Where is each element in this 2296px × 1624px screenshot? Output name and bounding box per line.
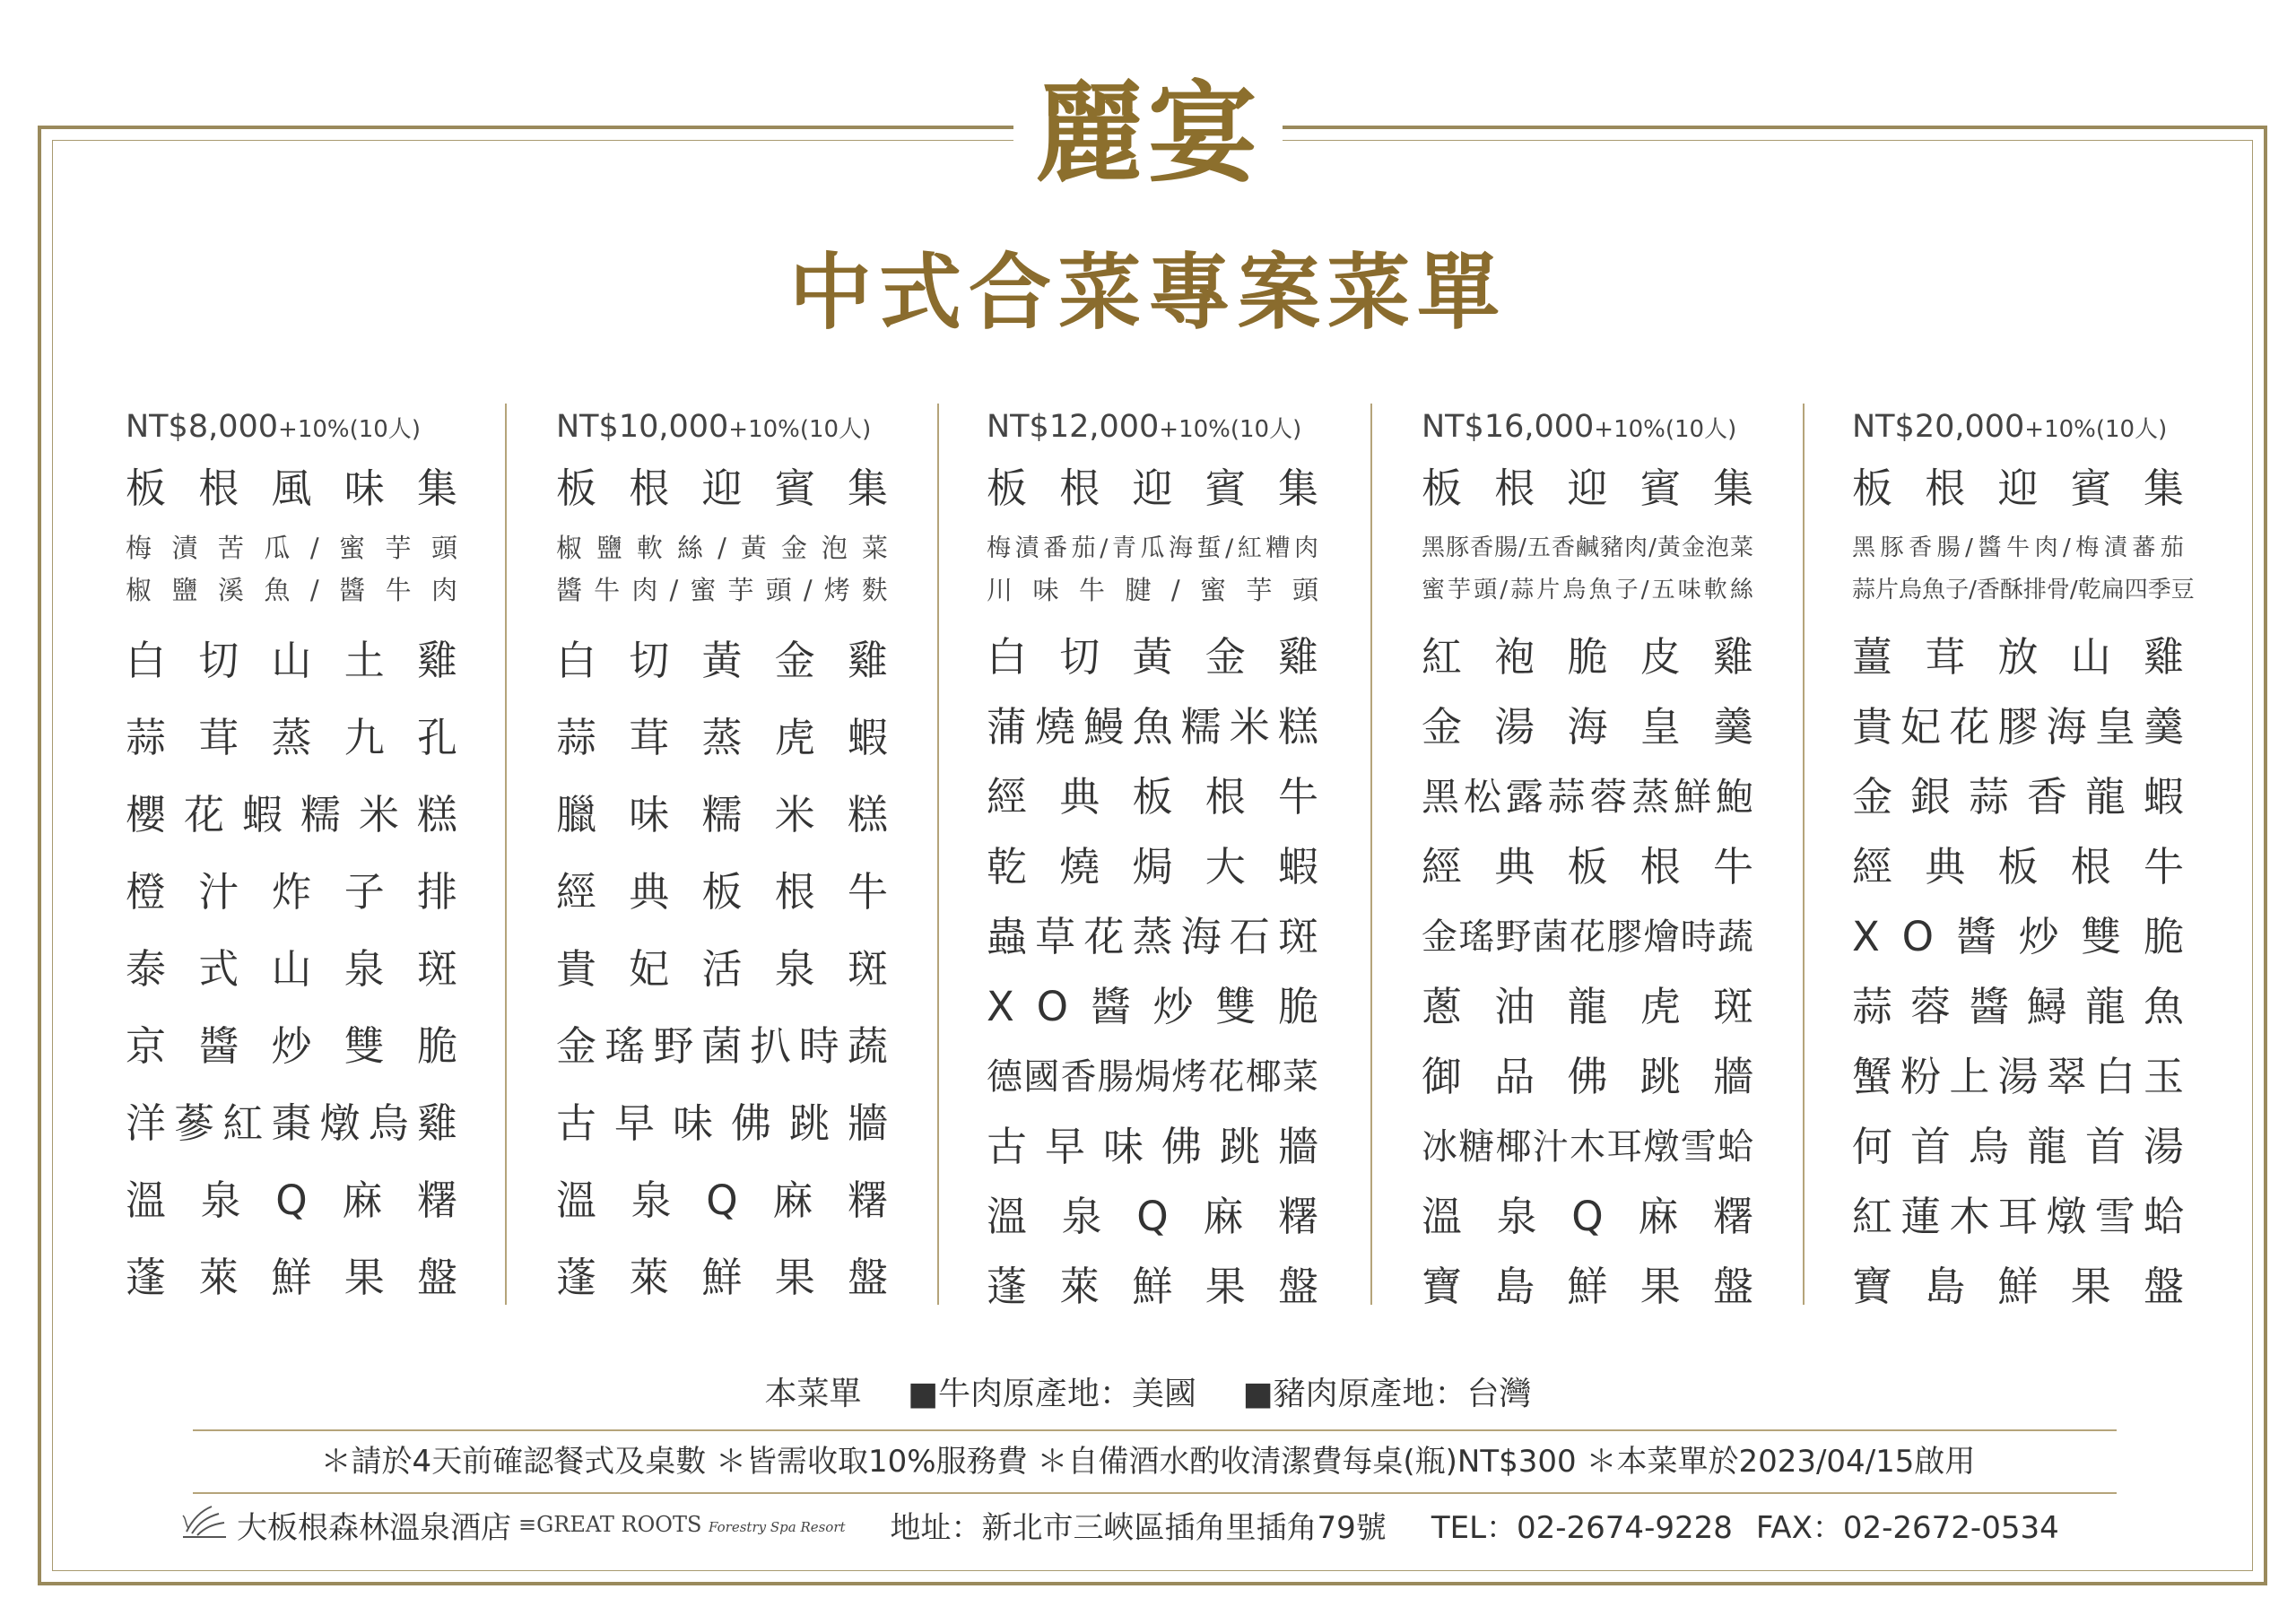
dish-item: X O 醬 炒 雙 脆 [1852, 913, 2184, 960]
dish-item: 臘 味 糯 米 糕 [556, 791, 888, 838]
column-divider [1803, 404, 1805, 1305]
hotel-fax: FAX：02-2672-0534 [1755, 1509, 2059, 1546]
price-note: +10%(10人) [728, 416, 872, 443]
price-value: NT$16,000 [1422, 409, 1595, 445]
menu-name: 板 根 迎 賓 集 [1852, 465, 2184, 512]
price-note: +10%(10人) [1159, 416, 1302, 443]
menu-name: 板 根 迎 賓 集 [1422, 465, 1753, 512]
dish-item: 何 首 烏 龍 首 湯 [1852, 1123, 2184, 1170]
menu-price [987, 402, 1318, 456]
dish-item: 溫 泉 Q 麻 糬 [126, 1177, 457, 1224]
dish-item: 經 典 板 根 牛 [556, 868, 888, 916]
pork-origin: ■豬肉原產地：台灣 [1242, 1376, 1532, 1412]
dish-list [126, 622, 457, 1316]
price-note: +10%(10人) [1594, 416, 1737, 443]
dish-item: 櫻 花 蝦 糯 米 糕 [126, 791, 457, 838]
origin-info [0, 1368, 2296, 1421]
dish-item: 金 湯 海 皇 羹 [1422, 703, 1753, 751]
appetizer-line: 蜜 芋 頭 / 蒜 片 烏 魚 子 / 五 味 軟 絲 [1422, 577, 1753, 604]
dish-item: 貴 妃 花 膠 海 皇 羹 [1852, 703, 2184, 751]
appetizer-list [556, 527, 888, 612]
dish-item: 經 典 板 根 牛 [1852, 843, 2184, 890]
dish-item: 蒲 燒 鰻 魚 糯 米 糕 [987, 703, 1318, 751]
dish-list [1852, 622, 2184, 1322]
price-value: NT$12,000 [987, 409, 1160, 445]
price-value: NT$20,000 [1852, 409, 2025, 445]
dish-item: 寶 島 鮮 果 盤 [1422, 1263, 1753, 1310]
dish-item: 橙 汁 炸 子 排 [126, 868, 457, 916]
page-title: 中式合菜專案菜單 [788, 245, 1507, 341]
dish-item: 冰 糖 椰 汁 木 耳 燉 雪 蛤 [1422, 1126, 1753, 1168]
dish-item: 寶 島 鮮 果 盤 [1852, 1263, 2184, 1310]
dish-item: 蓬 萊 鮮 果 盤 [126, 1254, 457, 1301]
menu-column-4 [1422, 402, 1753, 1322]
dish-item: 御 品 佛 跳 牆 [1422, 1053, 1753, 1100]
dish-item: 經 典 板 根 牛 [987, 773, 1318, 821]
appetizer-line: 黑 豚 香 腸 / 五 香 鹹 豬 肉 / 黃 金 泡 菜 [1422, 534, 1753, 561]
dish-list [556, 622, 888, 1316]
menu-column-1 [126, 402, 457, 1316]
hotel-english-name: ≡GREAT ROOTS Forestry Spa Resort [518, 1512, 846, 1537]
dish-item: 蒜 茸 蒸 九 孔 [126, 714, 457, 761]
dish-item: 泰 式 山 泉 斑 [126, 945, 457, 993]
dish-item: 乾 燒 焗 大 蝦 [987, 843, 1318, 890]
dish-item: 溫 泉 Q 麻 糬 [556, 1177, 888, 1224]
hotel-logo-icon [179, 1501, 230, 1549]
dish-item: 蟲 草 花 蒸 海 石 斑 [987, 913, 1318, 960]
dish-item: 黑 松 露 蒜 蓉 蒸 鮮 鮑 [1422, 775, 1753, 819]
beef-origin: ■牛肉原產地：美國 [907, 1376, 1196, 1412]
dish-item: 古 早 味 佛 跳 牆 [556, 1099, 888, 1147]
hotel-en-sub: Forestry Spa Resort [709, 1519, 846, 1535]
appetizer-line: 椒 鹽 軟 絲 / 黃 金 泡 菜 [556, 533, 888, 563]
dish-item: 白 切 黃 金 雞 [556, 637, 888, 684]
menu-column-5 [1852, 402, 2195, 1322]
dish-item: 貴 妃 活 泉 斑 [556, 945, 888, 993]
dish-item: 蔥 油 龍 虎 斑 [1422, 983, 1753, 1030]
column-divider [505, 404, 507, 1305]
appetizer-line: 川 味 牛 腱 / 蜜 芋 頭 [987, 575, 1318, 605]
dish-item: 溫 泉 Q 麻 糬 [1422, 1193, 1753, 1240]
appetizer-line: 椒 鹽 溪 魚 / 醬 牛 肉 [126, 575, 457, 605]
appetizer-list [987, 527, 1318, 612]
menu-notes: ＊請於4天前確認餐式及桌數 ＊皆需收取10%服務費 ＊自備酒水酌收清潔費每桌(瓶)NT$300 ＊本菜單於2023/04/15啟用 [320, 1444, 1976, 1480]
hotel-address: 地址：新北市三峽區插角里插角79號 [890, 1509, 1387, 1546]
dish-item: 蟹 粉 上 湯 翠 白 玉 [1852, 1053, 2184, 1100]
appetizer-line: 黑 豚 香 腸 / 醬 牛 肉 / 梅 漬 蕃 茄 [1852, 534, 2184, 561]
hotel-tel: TEL：02-2674-9228 [1431, 1509, 1733, 1546]
hotel-name: 大板根森林溫泉酒店 [237, 1509, 511, 1546]
menu-label: 本菜單 [764, 1376, 862, 1412]
dish-item: 白 切 山 土 雞 [126, 637, 457, 684]
menu-price [1422, 402, 1753, 456]
appetizer-list [126, 527, 457, 612]
dish-item: 白 切 黃 金 雞 [987, 633, 1318, 681]
dish-item: 德 國 香 腸 焗 烤 花 椰 菜 [987, 1056, 1318, 1098]
hotel-info [179, 1498, 2126, 1551]
dish-item: 洋 蔘 紅 棗 燉 烏 雞 [126, 1099, 457, 1147]
brand-title: 麗宴 [1035, 68, 1261, 197]
dish-item: 金 瑤 野 菌 花 膠 燴 時 蔬 [1422, 916, 1753, 958]
menu-column-2 [556, 402, 888, 1316]
dish-item: 金 銀 蒜 香 龍 蝦 [1852, 773, 2184, 821]
menu-column-3 [987, 402, 1318, 1322]
dish-item: 溫 泉 Q 麻 糬 [987, 1193, 1318, 1240]
column-divider [937, 404, 939, 1305]
dish-item: X O 醬 炒 雙 脆 [987, 983, 1318, 1030]
price-note: +10%(10人) [278, 416, 421, 443]
price-value: NT$10,000 [556, 409, 729, 445]
appetizer-line: 梅 漬 苦 瓜 / 蜜 芋 頭 [126, 533, 457, 563]
dish-item: 蒜 茸 蒸 虎 蝦 [556, 714, 888, 761]
appetizer-list [1422, 527, 1753, 612]
menu-name: 板 根 迎 賓 集 [987, 465, 1318, 512]
appetizer-list [1852, 527, 2195, 612]
appetizer-line: 蒜 片 烏 魚 子 / 香 酥 排 骨 / 乾 扁 四 季 豆 [1852, 577, 2195, 604]
menu-price [556, 402, 888, 456]
dish-item: 紅 袍 脆 皮 雞 [1422, 633, 1753, 681]
price-value: NT$8,000 [126, 409, 279, 445]
menu-price [126, 402, 457, 456]
footer-divider [193, 1492, 2117, 1494]
column-divider [1370, 404, 1372, 1305]
dish-list [1422, 622, 1753, 1322]
footer-divider [193, 1429, 2117, 1431]
appetizer-line: 醬 牛 肉 / 蜜 芋 頭 / 烤 麩 [556, 575, 888, 605]
price-note: +10%(10人) [2024, 416, 2168, 443]
dish-list [987, 622, 1318, 1322]
dish-item: 經 典 板 根 牛 [1422, 843, 1753, 890]
appetizer-line: 梅 漬 番 茄 / 青 瓜 海 蜇 / 紅 糟 肉 [987, 534, 1318, 562]
dish-item: 金 瑤 野 菌 扒 時 蔬 [556, 1022, 888, 1070]
hotel-en-main: GREAT ROOTS [536, 1512, 702, 1537]
dish-item: 蒜 蓉 醬 鱘 龍 魚 [1852, 983, 2184, 1030]
dish-item: 京 醬 炒 雙 脆 [126, 1022, 457, 1070]
dish-item: 古 早 味 佛 跳 牆 [987, 1123, 1318, 1170]
dish-item: 薑 茸 放 山 雞 [1852, 633, 2184, 681]
dish-item: 蓬 萊 鮮 果 盤 [987, 1263, 1318, 1310]
menu-name: 板 根 風 味 集 [126, 465, 457, 512]
menu-price [1852, 402, 2184, 456]
dish-item: 蓬 萊 鮮 果 盤 [556, 1254, 888, 1301]
dish-item: 紅 蓮 木 耳 燉 雪 蛤 [1852, 1193, 2184, 1240]
menu-name: 板 根 迎 賓 集 [556, 465, 888, 512]
